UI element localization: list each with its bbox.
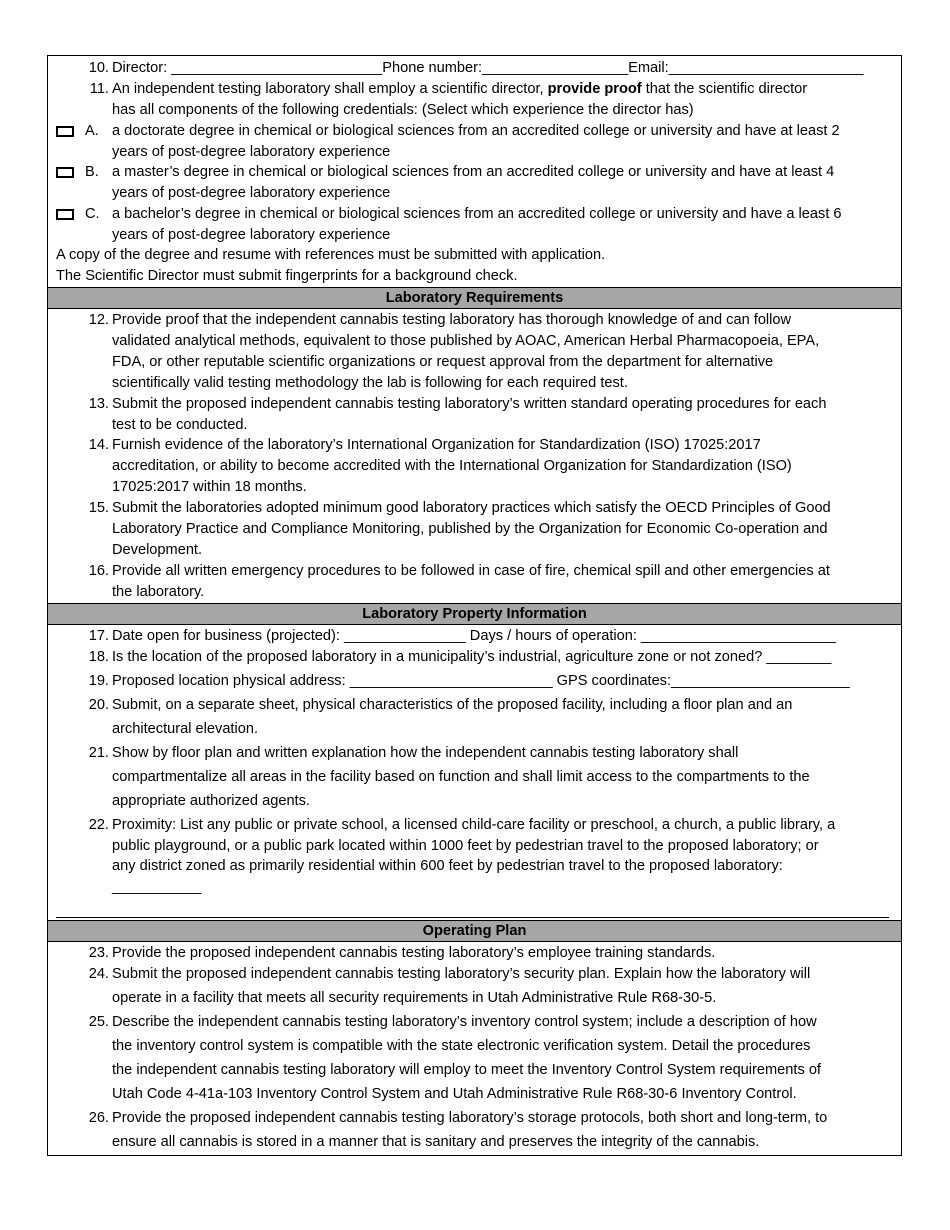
item-text: Provide proof that the independent cannabis testing laboratory has thorough knowledge of and can follow (112, 312, 792, 328)
option-letter: A. (85, 123, 99, 139)
item-number: 16. (88, 562, 109, 579)
item-text: Proximity: List any public or private school, a licensed child-care facility or preschool, a church, a public library, a (112, 817, 836, 833)
item-text: Provide all written emergency procedures to be followed in case of fire, chemical spill and other emergencies at (112, 562, 830, 579)
item-text: public playground, or a public park located within 1000 feet by pedestrian travel to the proposed laboratory; or (112, 837, 819, 854)
item-text: Laboratory Practice and Compliance Monitoring, published by the Organization for Economic Co-operation and (112, 521, 828, 537)
item-text: Submit, on a separate sheet, physical characteristics of the proposed facility, including a floor plan and an (112, 697, 793, 713)
phone-label: Phone number: (382, 60, 483, 76)
item-text: Furnish evidence of the laboratory’s International Organization for Standardization (ISO) 17025:2017 (112, 437, 761, 454)
application-form: 10. Director: __________________________Phone number:__________________Email:________________________ 11. An independent testing laboratory shall employ a scientific director, provide proof that the scientific director has all components of the following credentials: (Select which experience the director has) A. a doctorate degree in chemical or biological sciences from an accredited college or university and have at least 2 years of post-degree laboratory experience B. a master’s degree in chemical or biological sciences from an accredited college or university and have at least 4 years of post-degree laboratory experience C. a bachelor’s degree in chemical or biological sciences from an accredited college or university and have a least 6 years of post-degree laboratory experience A copy of the degree and resume with references must be submitted with application. The Scientific Director must submit fingerprints for a background check. Laboratory Requirements 12. Provide proof that the independent cannabis testing laboratory has thorough knowledge of and can follow validated analytical methods, equivalent to those published by AOAC, American Herbal Pharmacopoeia, EPA, FDA, or other reputable scientific organizations or request approval from the department for alternative scientifically valid testing methodology the lab is following for each required test. 13. Submit the proposed independent cannabis testing laboratory’s written standard operating procedures for each test to be conducted. 14. Furnish evidence of the laboratory’s International Organization for Standardization (ISO) 17025:2017 accreditation, or ability to become accredited with the International Organization for Standardization (ISO) 17025:2017 within 18 months. 15. Submit the laboratories adopted minimum good laboratory practices which satisfy the OECD Principles of Good Laboratory Practice and Compliance Monitoring, published by the Organization for Economic Co-operation and Development. 16. Provide all written emergency procedures to be followed in case of fire, chemical spill and other emergencies at the laboratory. Laboratory Property Information 17. Date open for business (projected): _______________ Days / hours of operation: ________________________ 18. Is the location of the proposed laboratory in a municipality’s industrial, agriculture zone or not zoned? ________ 19. Proposed location physical address: _________________________ GPS coordinates:______________________ 20. Submit, on a separate sheet, physical characteristics of the proposed facility, including a floor plan and an architectural elevation. 21. Show by floor plan and written explanation how the independent cannabis testing laboratory shall compartmentalize all areas in the facility based on function and shall limit access to the compartments to the appropriate authorized agents. 22. Proximity: List any public or private school, a licensed child-care facility or preschool, a church, a public library, a public playground, or a public park located within 1000 feet by pedestrian travel to the proposed laboratory; or any district zoned as primarily residential within 600 feet by pedestrian travel to the proposed laboratory: ___________ Operating Plan 23. Provide the proposed independent cannabis testing laboratory’s employee training standards. 24. Submit the proposed independent cannabis testing laboratory’s security plan. Explain how the laboratory will operate in a facility that meets all security requirements in Utah Administrative Rule R68-30-5. 25. Describe the independent cannabis testing laboratory’s inventory control system; include a description of how the inventory control system is compatible with the state electronic verification system. Detail the procedures the independent cannabis testing laboratory will employ to meet the Inventory Control System requirements of Utah Code 4-41a-103 Inventory Control System and Utah Administrative Rule R68-30-6 Inventory Control. 26. Provide the proposed independent cannabis testing laboratory’s storage protocols, both short and long-term, to ensure all cannabis is stored in a manner that is sanitary and preserves the integrity of the cannabis. (47, 55, 902, 1156)
option-text: years of post-degree laboratory experience (112, 227, 391, 243)
option-letter: B. (85, 164, 99, 180)
item-text: compartmentalize all areas in the facility based on function and shall limit access to the compartments to the (112, 769, 810, 785)
item-text: Utah Code 4-41a-103 Inventory Control System and Utah Administrative Rule R68-30-6 Inventory Control. (112, 1086, 797, 1102)
director-field[interactable]: __________________________ (171, 60, 383, 76)
option-a-checkbox[interactable] (56, 126, 74, 137)
item-text: the inventory control system is compatible with the state electronic verification system. Detail the procedures (112, 1038, 811, 1054)
item-number: 21. (88, 745, 109, 761)
item-text: has all components of the following credentials: (Select which experience the director has) (112, 102, 694, 118)
option-letter: C. (85, 206, 100, 222)
item-text: accreditation, or ability to become accredited with the International Organization for Standardization (ISO) (112, 458, 792, 475)
item-number: 19. (88, 673, 109, 689)
item-text: that the scientific director (641, 81, 808, 97)
item-text: Describe the independent cannabis testing laboratory’s inventory control system; include a description of how (112, 1014, 817, 1030)
item-number: 24. (88, 966, 109, 982)
item-text: Date open for business (projected): _______________ Days / hours of operation: ________________________ (112, 628, 836, 644)
item-text: ___________ (112, 878, 202, 895)
item-text: operate in a facility that meets all security requirements in Utah Administrative Rule R68-30-5. (112, 990, 717, 1006)
item-number: 10. (88, 60, 109, 76)
item-text: FDA, or other reputable scientific organizations or request approval from the department for alternative (112, 353, 774, 370)
option-c-checkbox[interactable] (56, 209, 74, 220)
option-text: a doctorate degree in chemical or biological sciences from an accredited college or university and have at least 2 (112, 123, 840, 139)
item-text: Provide the proposed independent cannabis testing laboratory’s storage protocols, both short and long-term, to (112, 1110, 828, 1126)
item-text: Proposed location physical address: _________________________ GPS coordinates:______________________ (112, 673, 850, 689)
item-text: ensure all cannabis is stored in a manner that is sanitary and preserves the integrity of the cannabis. (112, 1134, 760, 1150)
item-number: 20. (88, 697, 109, 713)
option-text: a master’s degree in chemical or biological sciences from an accredited college or university and have at least 4 (112, 164, 835, 180)
email-label: Email: (628, 60, 669, 76)
divider (56, 917, 889, 918)
item-text: validated analytical methods, equivalent to those published by AOAC, American Herbal Pharmacopoeia, EPA, (112, 332, 820, 349)
item-text: the independent cannabis testing laboratory will employ to meet the Inventory Control System requirements of (112, 1062, 821, 1078)
item-number: 18. (88, 649, 109, 665)
item-text: Show by floor plan and written explanation how the independent cannabis testing laboratory shall (112, 745, 739, 761)
option-b-checkbox[interactable] (56, 167, 74, 178)
section-header-property-info: Laboratory Property Information (48, 603, 901, 625)
item-text: Submit the laboratories adopted minimum good laboratory practices which satisfy the OECD Principles of Good (112, 500, 831, 517)
item-number: 13. (88, 395, 109, 412)
item-text: the laboratory. (112, 583, 205, 600)
item-text: any district zoned as primarily residential within 600 feet by pedestrian travel to the proposed laboratory: (112, 858, 783, 875)
item-number: 23. (88, 945, 109, 961)
item-number: 25. (88, 1014, 109, 1030)
item-text: 17025:2017 within 18 months. (112, 479, 307, 496)
item-text: scientifically valid testing methodology the lab is following for each required test. (112, 374, 628, 391)
section-header-operating-plan: Operating Plan (48, 920, 901, 942)
item-text: appropriate authorized agents. (112, 793, 310, 809)
item-number: 15. (88, 500, 109, 517)
phone-field[interactable]: __________________ (482, 60, 629, 76)
item-text-bold: provide proof (547, 81, 642, 97)
item-text: architectural elevation. (112, 721, 259, 737)
item-text: Submit the proposed independent cannabis testing laboratory’s written standard operating procedures for each (112, 395, 827, 412)
option-text: years of post-degree laboratory experience (112, 144, 391, 160)
item-number: 22. (88, 817, 109, 833)
item-text: Submit the proposed independent cannabis testing laboratory’s security plan. Explain how the laboratory will (112, 966, 811, 982)
item-text: test to be conducted. (112, 416, 248, 433)
email-field[interactable]: ________________________ (668, 60, 864, 76)
director-label: Director: (112, 60, 168, 76)
item-text: Development. (112, 541, 203, 558)
item-number: 26. (88, 1110, 109, 1126)
item-number: 14. (88, 437, 109, 454)
option-text: years of post-degree laboratory experience (112, 185, 391, 201)
item-number: 12. (88, 312, 109, 328)
item-text: Is the location of the proposed laboratory in a municipality’s industrial, agriculture zone or not zoned? ________ (112, 649, 832, 665)
section-header-lab-requirements: Laboratory Requirements (48, 287, 901, 309)
item-number: 11. (89, 81, 109, 97)
item-text: An independent testing laboratory shall employ a scientific director, (112, 81, 548, 97)
item-text: Provide the proposed independent cannabis testing laboratory’s employee training standards. (112, 945, 716, 961)
option-text: a bachelor’s degree in chemical or biological sciences from an accredited college or university and have a least 6 (112, 206, 842, 222)
item-number: 17. (88, 628, 109, 644)
